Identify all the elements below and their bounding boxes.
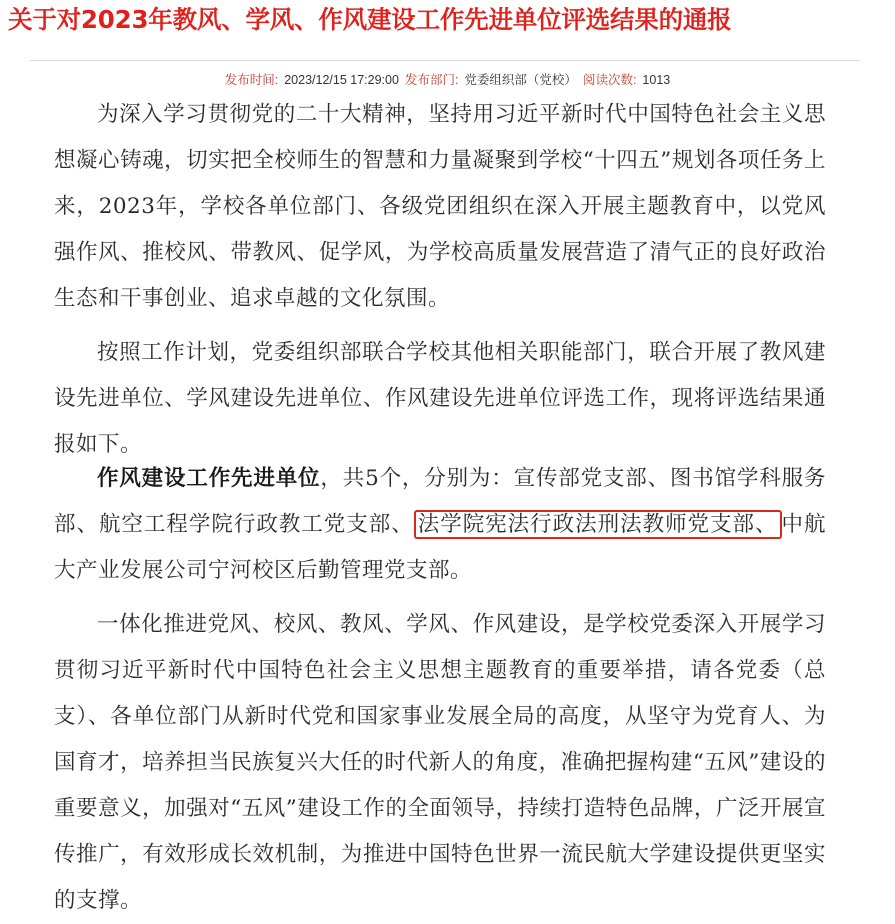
results-list-text: ，共5个，分别为：宣传部党支部、图书馆学科服务部、航空工程学院行政教工党支部、 xyxy=(54,466,826,537)
paragraph-results xyxy=(54,456,826,594)
paragraph-intro: 为深入学习贯彻党的二十大精神，坚持用习近平新时代中国特色社会主义思想凝心铸魂，切实把全校师生的智慧和力量凝聚到学校“十四五”规划各项任务上来，2023年，学校各单位部门、各级党团组织在深入开展主题教育中，以党风强作风、推校风、带教风、促学风，为学校高质量发展营造了清气正的良好政治生态和干事创业、追求卓越的文化氛围。 xyxy=(54,102,826,311)
article-meta xyxy=(0,70,895,90)
paragraph-plan: 按照工作计划，党委组织部联合学校其他相关职能部门，联合开展了教风建设先进单位、学风建设先进单位、作风建设先进单位评选工作，现将评选结果通报如下。 xyxy=(54,340,826,457)
department: 党委组织部（党校） xyxy=(464,73,577,87)
title-divider xyxy=(30,60,860,61)
award-category-heading: 作风建设工作先进单位 xyxy=(97,466,321,491)
article-title: 关于对2023年教风、学风、作风建设工作先进单位评选结果的通报 xyxy=(8,5,732,34)
publish-time-label: 发布时间: xyxy=(224,73,279,87)
paragraph-conclusion: 一体化推进党风、校风、教风、学风、作风建设，是学校党委深入开展学习贯彻习近平新时代中国特色社会主义思想主题教育的重要举措，请各党委（总支）、各单位部门从新时代党和国家事业发展全局的高度，从坚守为党育人、为国育才，培养担当民族复兴大任的时代新人的角度，准确把握构建“五风”建设的重要意义，加强对“五风”建设工作的全面领导，持续打造特色品牌，广泛开展宣传推广，有效形成长效机制，为推进中国特色世界一流民航大学建设提供更坚实的支撑。 xyxy=(54,612,826,913)
department-label: 发布部门: xyxy=(404,73,459,87)
results-list-tail: 中航大产业发展公司宁河校区后勤管理党支部。 xyxy=(54,512,826,583)
views-count: 1013 xyxy=(642,73,671,87)
views-label: 阅读次数: xyxy=(582,73,637,87)
highlighted-unit: 法学院宪法行政法刑法教师党支部、 xyxy=(414,510,782,539)
publish-time: 2023/12/15 17:29:00 xyxy=(284,73,399,87)
